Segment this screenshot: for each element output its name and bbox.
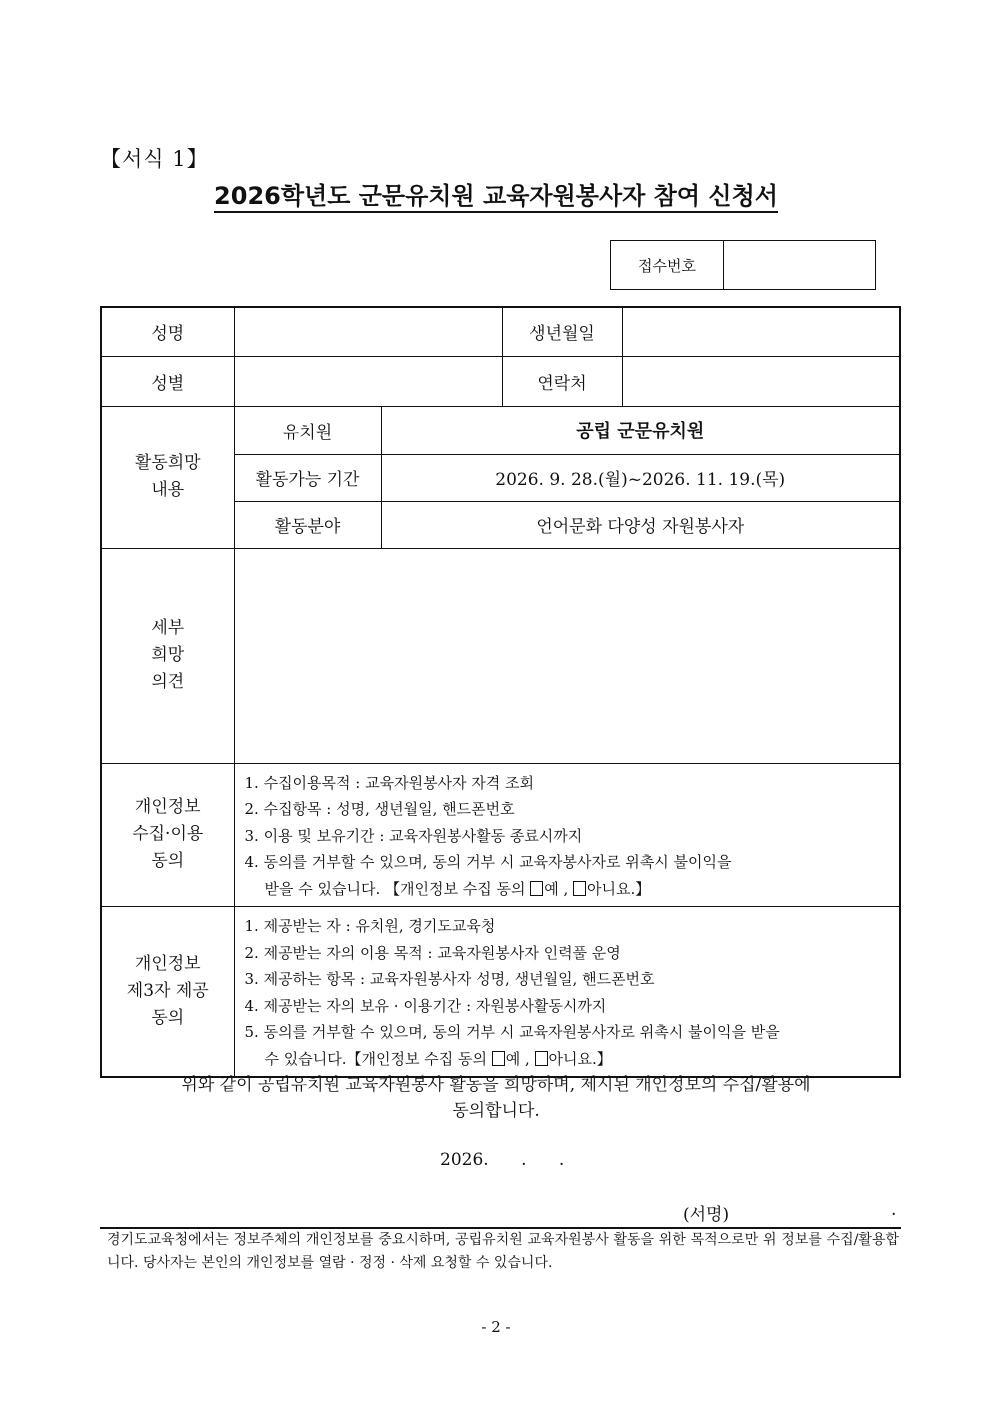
- period-value: 2026. 9. 28.(월)~2026. 11. 19.(목): [381, 454, 900, 501]
- opinion-field[interactable]: [234, 548, 900, 763]
- list-item: 1. 제공받는 자 : 유치원, 경기도교육청: [244, 917, 496, 935]
- kindergarten-row: [101, 406, 900, 454]
- consent-third-yes-checkbox[interactable]: [492, 1051, 505, 1066]
- list-item: 2. 수집항목 : 성명, 생년월일, 핸드폰번호: [244, 800, 515, 818]
- receipt-number-box: [610, 240, 876, 290]
- kindergarten-value: 공립 군문유치원: [381, 406, 900, 454]
- list-item: 2. 제공받는 자의 이용 목적 : 교육자원봉사자 인력풀 운영: [244, 943, 621, 962]
- list-item: 수 있습니다.【개인정보 수집 동의 예 , 아니요.】: [264, 1049, 612, 1068]
- document-title-text: 2026학년도 군문유치원 교육자원봉사자 참여 신청서: [214, 182, 778, 213]
- list-item: 4. 제공받는 자의 보유 · 이용기간 : 자원봉사활동시까지: [244, 996, 607, 1015]
- contact-label: 연락처: [502, 356, 622, 406]
- consent-collect-no-checkbox[interactable]: [573, 881, 586, 896]
- activity-field-label: 활동분야: [234, 501, 381, 548]
- activity-label: 활동희망 내용: [101, 406, 234, 548]
- form-number-label: 【서식 1】: [100, 147, 209, 171]
- opinion-row: [101, 548, 900, 763]
- consent-third-no-checkbox[interactable]: [535, 1051, 548, 1066]
- signature-end-dot: .: [891, 1200, 897, 1220]
- kindergarten-label: 유치원: [234, 406, 381, 454]
- list-item: 3. 제공하는 항목 : 교육자원봉사자 성명, 생년월일, 핸드폰번호: [244, 970, 655, 988]
- application-form-table: [100, 306, 901, 1078]
- name-field[interactable]: [234, 307, 502, 356]
- name-label: 성명: [101, 307, 234, 356]
- consent-third-row: [101, 907, 900, 1078]
- consent-collect-label: 개인정보 수집·이용 동의: [101, 763, 234, 907]
- list-item: 1. 수집이용목적 : 교육자원봉사자 자격 조회: [244, 773, 535, 792]
- date-line: 2026. . .: [440, 1150, 565, 1170]
- consent-third-items: [234, 907, 900, 1078]
- name-row: [101, 307, 900, 356]
- document-title: [0, 176, 992, 211]
- receipt-number-label: 접수번호: [611, 241, 724, 290]
- signature-label: (서명): [683, 1205, 730, 1225]
- period-label: 활동가능 기간: [234, 454, 381, 501]
- page-number: - 2 -: [481, 1318, 511, 1336]
- receipt-number-field[interactable]: [724, 241, 876, 290]
- list-item: 5. 동의를 거부할 수 있으며, 동의 거부 시 교육자원봉사자로 위촉시 불이익을 받을: [244, 1023, 780, 1041]
- consent-third-label: 개인정보 제3자 제공 동의: [101, 907, 234, 1078]
- list-item: 받을 수 있습니다. 【개인정보 수집 동의 예 , 아니요.】: [264, 879, 651, 898]
- birth-date-field[interactable]: [622, 307, 900, 356]
- list-item: 3. 이용 및 보유기간 : 교육자원봉사활동 종료시까지: [244, 826, 583, 845]
- privacy-notice: 경기도교육청에서는 정보주체의 개인정보를 중요시하며, 공립유치원 교육자원봉사 활동을 위한 목적으로만 위 정보를 수집/활용합니다. 당사자는 본인의 개인정보를 열람 · 정정 · 삭제 요청할 수 있습니다.: [107, 1232, 899, 1271]
- opinion-label: 세부 희망 의견: [101, 548, 234, 763]
- gender-label: 성별: [101, 356, 234, 406]
- agreement-statement: 위와 같이 공립유치원 교육자원봉사 활동을 희망하며, 제시된 개인정보의 수집/활용에 동의합니다.: [181, 1075, 811, 1121]
- consent-collect-items: [234, 763, 900, 907]
- birth-date-label: 생년월일: [502, 307, 622, 356]
- consent-collect-row: [101, 763, 900, 907]
- list-item: 4. 동의를 거부할 수 있으며, 동의 거부 시 교육자봉사자로 위촉시 불이익을: [244, 853, 732, 871]
- gender-row: [101, 356, 900, 406]
- activity-field-value: 언어문화 다양성 자원봉사자: [381, 501, 900, 548]
- consent-collect-yes-checkbox[interactable]: [530, 881, 543, 896]
- contact-field[interactable]: [622, 356, 900, 406]
- gender-field[interactable]: [234, 356, 502, 406]
